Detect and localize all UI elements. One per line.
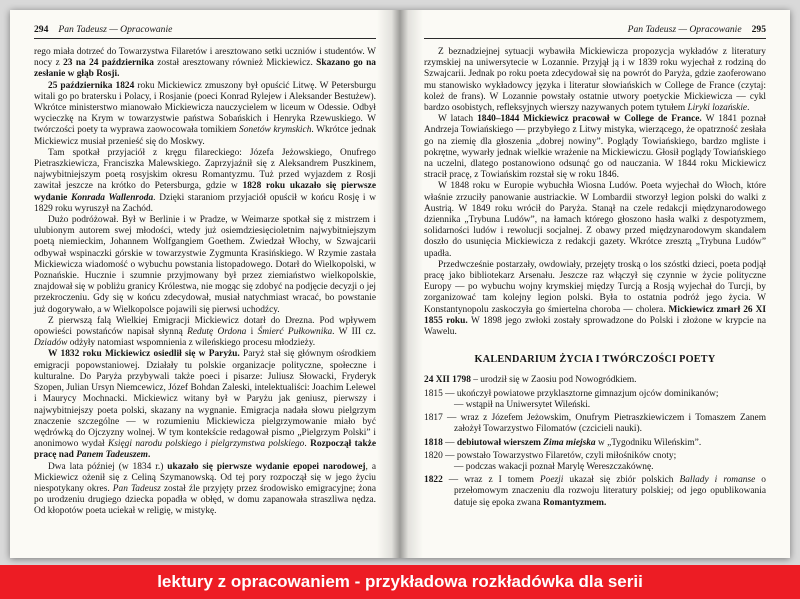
text-run: rego miała dotrzeć do Towarzystwa Filaretów i aresztowano setki uczniów i studentów. W nocy z: [34, 47, 376, 69]
paragraph: [34, 349, 376, 461]
text-run: W 1898 jego zwłoki zostały sprowadzone do Polski i złożone w krypcie na Wawelu.: [424, 315, 766, 338]
text-run: Konrada Wallenroda: [71, 192, 154, 203]
text-run: Przedwcześnie postarzały, owdowiały, przejęty troską o los szóstki dzieci, poeta podjął pracę jako bibliotekarz Arsenału. Jeszcze raz włączył się czynnie w życie polityczne Europy — po wybuchu wojny krymskiej między Turcją a Rosją wyjechał do Turcji, by zorganizować tam kolejny legion polski. Była to ostatnia podróż jego życia. W Konstantynopolu zaskoczyła go śmiertelna choroba — cholera.: [424, 259, 766, 315]
text-run: — wstąpił na Uniwersytet Wileński.: [454, 399, 591, 410]
text-run: Panem Tadeuszem: [76, 450, 148, 461]
series-banner: [0, 565, 800, 599]
text-run: Ballady i romanse: [679, 475, 756, 486]
text-run: . Dzięki staraniom przyjaciół opuścił w końcu Rosję i w 1829 roku wyruszył na Zachód.: [34, 192, 377, 214]
page-left: [10, 10, 400, 558]
text-run: odżyły natomiast wspomnienia z wileńskiego procesu młodzieży.: [67, 338, 316, 349]
text-run: .: [304, 439, 311, 450]
text-run: — wraz z I tomem: [442, 475, 540, 486]
text-run: 1818: [424, 437, 443, 448]
paragraph: [34, 81, 376, 148]
text-run: Dwa lata później (w 1834 r.): [48, 461, 168, 472]
text-run: — ukończył powiatowe przyklasztorne gimnazjum ojców dominikanów;: [442, 388, 719, 399]
paragraph: [34, 316, 376, 350]
text-run: i: [246, 327, 258, 338]
text-run: Śmierć Pułkownika: [257, 327, 333, 338]
paragraph: [424, 260, 766, 338]
text-run: 25 października 1824: [48, 80, 135, 91]
page-left-header: [34, 24, 376, 39]
text-run: — podczas wakacji poznał Marylę Wereszczakównę.: [454, 461, 654, 472]
text-run: debiutował wierszem: [456, 437, 541, 448]
paragraph: [424, 389, 766, 400]
text-run: Tam spotkał przyjaciół z kręgu filareckiego: Józefa Jeżowskiego, Onufrego Pietraszkiewicza, Franciszka Malewskiego. Zaprzyjaźnił się z Aleksandrem Puszkinem, najwybitniejszym poetą rosyjskim okresu Romantyzmu. Tuż przed wyjazdem z Rosji zawitał jeszcze na krótko do Petersburga, gdzie w: [34, 147, 376, 192]
kalendarium-list: [424, 375, 766, 508]
paragraph: [424, 413, 766, 435]
text-run: Księgi narodu polskiego i pielgrzymstwa polskiego: [108, 439, 305, 450]
paragraph: [424, 438, 766, 449]
text-run: – urodził się w Zaosiu pod Nowogródkiem.: [470, 375, 637, 386]
page-right-body: [424, 47, 766, 338]
text-run: w „Tygodniku Wileńskim”.: [595, 437, 702, 448]
text-run: Liryki lozańskie: [687, 103, 748, 114]
paragraph: [34, 47, 376, 81]
page-left-body: [34, 47, 376, 518]
text-run: . W III cz.: [332, 327, 376, 338]
text-run: — wraz z Józefem Jeżowskim, Onufrym Pietraszkiewiczem i Tomaszem Zanem założył Towarzystwo Filomatów (czcicieli nauki).: [442, 413, 766, 435]
page-right: [400, 10, 790, 558]
text-run: o przełomowym znaczeniu dla rozwoju literatury polskiej; od jego opublikowania datuje się epoka zwana: [454, 475, 766, 508]
text-run: roku Mickiewicz zmuszony był opuścić Litwę. W Petersburgu witali go po bratersku i Polacy, i Rosjanie (poeci Konrad Rylejew i Aleksander Bestużew). Wkrótce ministerstwo mianowało Mickiewicza nauczycielem w liceum w Odessie. Odbył wycieczkę na Krym w towarzystwie państwa Sobańskich i Henryka Rzewuskiego. W twórczości poety ta wyprawa zaowocowała tomikiem: [34, 80, 376, 136]
text-run: , a Mickiewicz ożenił się z Celiną Szymanowską. Od tej pory rozpoczął się w jego życiu niespotykany okres.: [34, 461, 376, 494]
text-run: Dziadów: [34, 338, 68, 349]
text-run: 23 na 24 października: [63, 58, 154, 69]
text-run: Skazano go na zesłanie w głąb Rosji.: [34, 58, 376, 80]
page-left-running-title: Pan Tadeusz — Opracowanie: [58, 24, 173, 35]
text-run: ukazał się zbiór polskich: [563, 475, 680, 486]
text-run: 1815: [424, 388, 443, 399]
text-run: W 1848 roku w Europie wybuchła Wiosna Ludów. Poeta wyjechał do Włoch, które właśnie zrzuciły panowanie austriackie. W Lombardii stworzył legion polski do walki z Austrią. W 1849 roku wrócił do Paryża. Stanął na czele redakcji międzynarodowego dziennika „Trybuna Ludów”, na łamach którego głoszono hasła walki z despotyzmem, solidarności ludów i rewolucji socjalnej. Z obawy przed międzynarodowym skandalem doszło do usunięcia Mickiewicza z redakcji gazety. Wkrótce zresztą „Trybuna Ludów” upadła.: [424, 181, 766, 259]
text-run: —: [442, 437, 457, 448]
paragraph: [424, 462, 766, 473]
text-run: Poezji: [539, 475, 564, 486]
text-run: ukazało się pierwsze wydanie epopei narodowej: [167, 461, 366, 472]
text-run: Z pierwszą falą Wielkiej Emigracji Mickiewicz dotarł do Drezna. Pod wpływem opowieści powstańców napisał słynną: [34, 315, 376, 338]
text-run: 1822: [424, 475, 443, 486]
text-run: Sonetów krymskich: [239, 125, 312, 136]
text-run: Redutę Ordona: [187, 327, 247, 338]
text-run: — powstało Towarzystwo Filaretów, czyli miłośników cnoty;: [442, 450, 677, 461]
page-right-running-title: Pan Tadeusz — Opracowanie: [627, 24, 742, 35]
paragraph: [424, 400, 766, 411]
paragraph: [424, 181, 766, 259]
text-run: 1828 roku ukazało się pierwsze wydanie: [34, 181, 376, 203]
text-run: . Wkrótce jednak Mickiewicz musiał przenieść się do Moskwy.: [34, 125, 376, 147]
text-run: .: [747, 103, 750, 114]
text-run: Dużo podróżował. Był w Berlinie i w Pradze, w Weimarze spotkał się z mistrzem i ulubionym autorem swej młodości, wtedy już osiemdziesięcioletnim najwybitniejszym poetą niemieckim, Johannem Wolfgangiem Goethem. Zwiedzał Włochy, w Szwajcarii odbywał wspinaczki górskie w towarzystwie Zygmunta Krasińskiego. W Rzymie zastała Mickiewicza wiadomość o wybuchu powstania listopadowego. Dotarł do Wielkopolski, w Poznańskie. Hucznie i szumnie przyjmowany był przez ziemiaństwo wielkopolskie, znajdował się w pobliżu granicy Królestwa, nie mogąc się zdobyć na podjęcie decyzji o jej przekroczeniu. Gdy się w końcu zdecydował, musiał natychmiast wracać, bo powstanie już dogorywało, a w Wielkopolsce pojawili się pierwsi uchodźcy.: [34, 215, 376, 315]
page-right-header: [424, 24, 766, 39]
text-run: 1817: [424, 413, 443, 424]
paragraph: [34, 215, 376, 316]
series-banner-text: lektury z opracowaniem - przykładowa rozkładówka dla serii: [157, 572, 643, 591]
text-run: 24 XII 1798: [424, 375, 471, 386]
page-left-number: 294: [34, 24, 49, 35]
text-run: W 1841 poznał Andrzeja Towiańskiego — przybyłego z Litwy mistyka, wierzącego, że opatrzność zesłała go na ziemię dla głoszenia „dobrej nowiny”. Poglądy Towiańskiego, bardzo mgliste i pokrętne, wywarły jednak wielkie wrażenie na Mickiewiczu. Głosił poglądy Towiańskiego na uczelni, dlatego postanowiono odsunąć go od nauczania. W 1844 roku Mickiewicz stracił pracę, z Towiańskim rozstał się w roku 1846.: [424, 114, 767, 181]
text-run: został źle przyjęty przez środowisko emigracyjne; żona po urodzeniu drugiego dziecka popadła w obłęd, w domu zapanowała straszliwa nędza. Od kłopotów poeta uciekał w religię, w mistykę.: [34, 483, 376, 517]
text-run: został aresztowany również Mickiewicz.: [153, 58, 317, 69]
paragraph: [34, 462, 376, 518]
paragraph: [34, 148, 376, 215]
paragraph: [424, 47, 766, 114]
text-run: Paryż stał się głównym ośrodkiem emigracji popowstaniowej. Działały tu polskie organizacje polityczne, społeczne i kulturalne. Do Paryża przybywali także poeci i pisarze: Juliusz Słowacki, Fryderyk Szopen, Julian Ursyn Niemcewicz, Józef Bohdan Zaleski, intelektualiści: Joachim Lelewel i Maurycy Mochnacki. Mickiewicz witany był w Paryżu jak geniusz, pierwszy i najwybitniejszy poeta polski, skazany na wygnanie. Emigracja nadała słowu pielgrzym znaczenie szczególne — w rozumieniu Mickiewicza pielgrzymowanie miało być wędrówką do Ojczyzny wolnej. W tym kontekście redagował pismo „Pielgrzym Polski” i anonimowo wydał: [34, 349, 376, 450]
text-run: 1820: [424, 450, 443, 461]
book-spread: [10, 10, 790, 558]
text-run: Rozpoczął także pracę nad: [34, 439, 376, 461]
text-run: Romantyzmem.: [543, 497, 607, 508]
text-run: .: [147, 450, 151, 461]
text-run: W 1832 roku Mickiewicz osiedlił się w Paryżu.: [48, 349, 240, 360]
text-run: Zima miejska: [543, 437, 596, 448]
kalendarium-heading: KALENDARIUM ŻYCIA I TWÓRCZOŚCI POETY: [474, 354, 716, 366]
paragraph: [424, 375, 766, 386]
paragraph: [424, 451, 766, 462]
text-run: Mickiewicz zmarł 26 XI 1855 roku.: [424, 304, 766, 326]
paragraph: [424, 475, 766, 509]
text-run: 1840–1844 Mickiewicz pracował w College de France.: [477, 114, 702, 125]
paragraph: [424, 114, 766, 181]
page-right-number: 295: [751, 24, 766, 35]
text-run: W latach: [438, 114, 478, 125]
text-run: Pan Tadeusz: [112, 483, 161, 494]
text-run: Z beznadziejnej sytuacji wybawiła Mickiewicza propozycja wykładów z literatury rzymskiej na uniwersytecie w Lozannie. Przyjął ją i w 1839 roku wyjechał z rodziną do Szwajcarii. Jednak po roku poeta zdecydował się na powrót do Paryża, gdzie zaoferowano mu stanowisko wykładowcy języka i literatur słowiańskich w College de France (czytaj: koleż de frans). W Lozannie powstały ostatnie utwory poetyckie Mickiewicza — cykl bardzo osobistych, refleksyjnych wierszy nazywanych potem tytułem: [424, 47, 766, 114]
